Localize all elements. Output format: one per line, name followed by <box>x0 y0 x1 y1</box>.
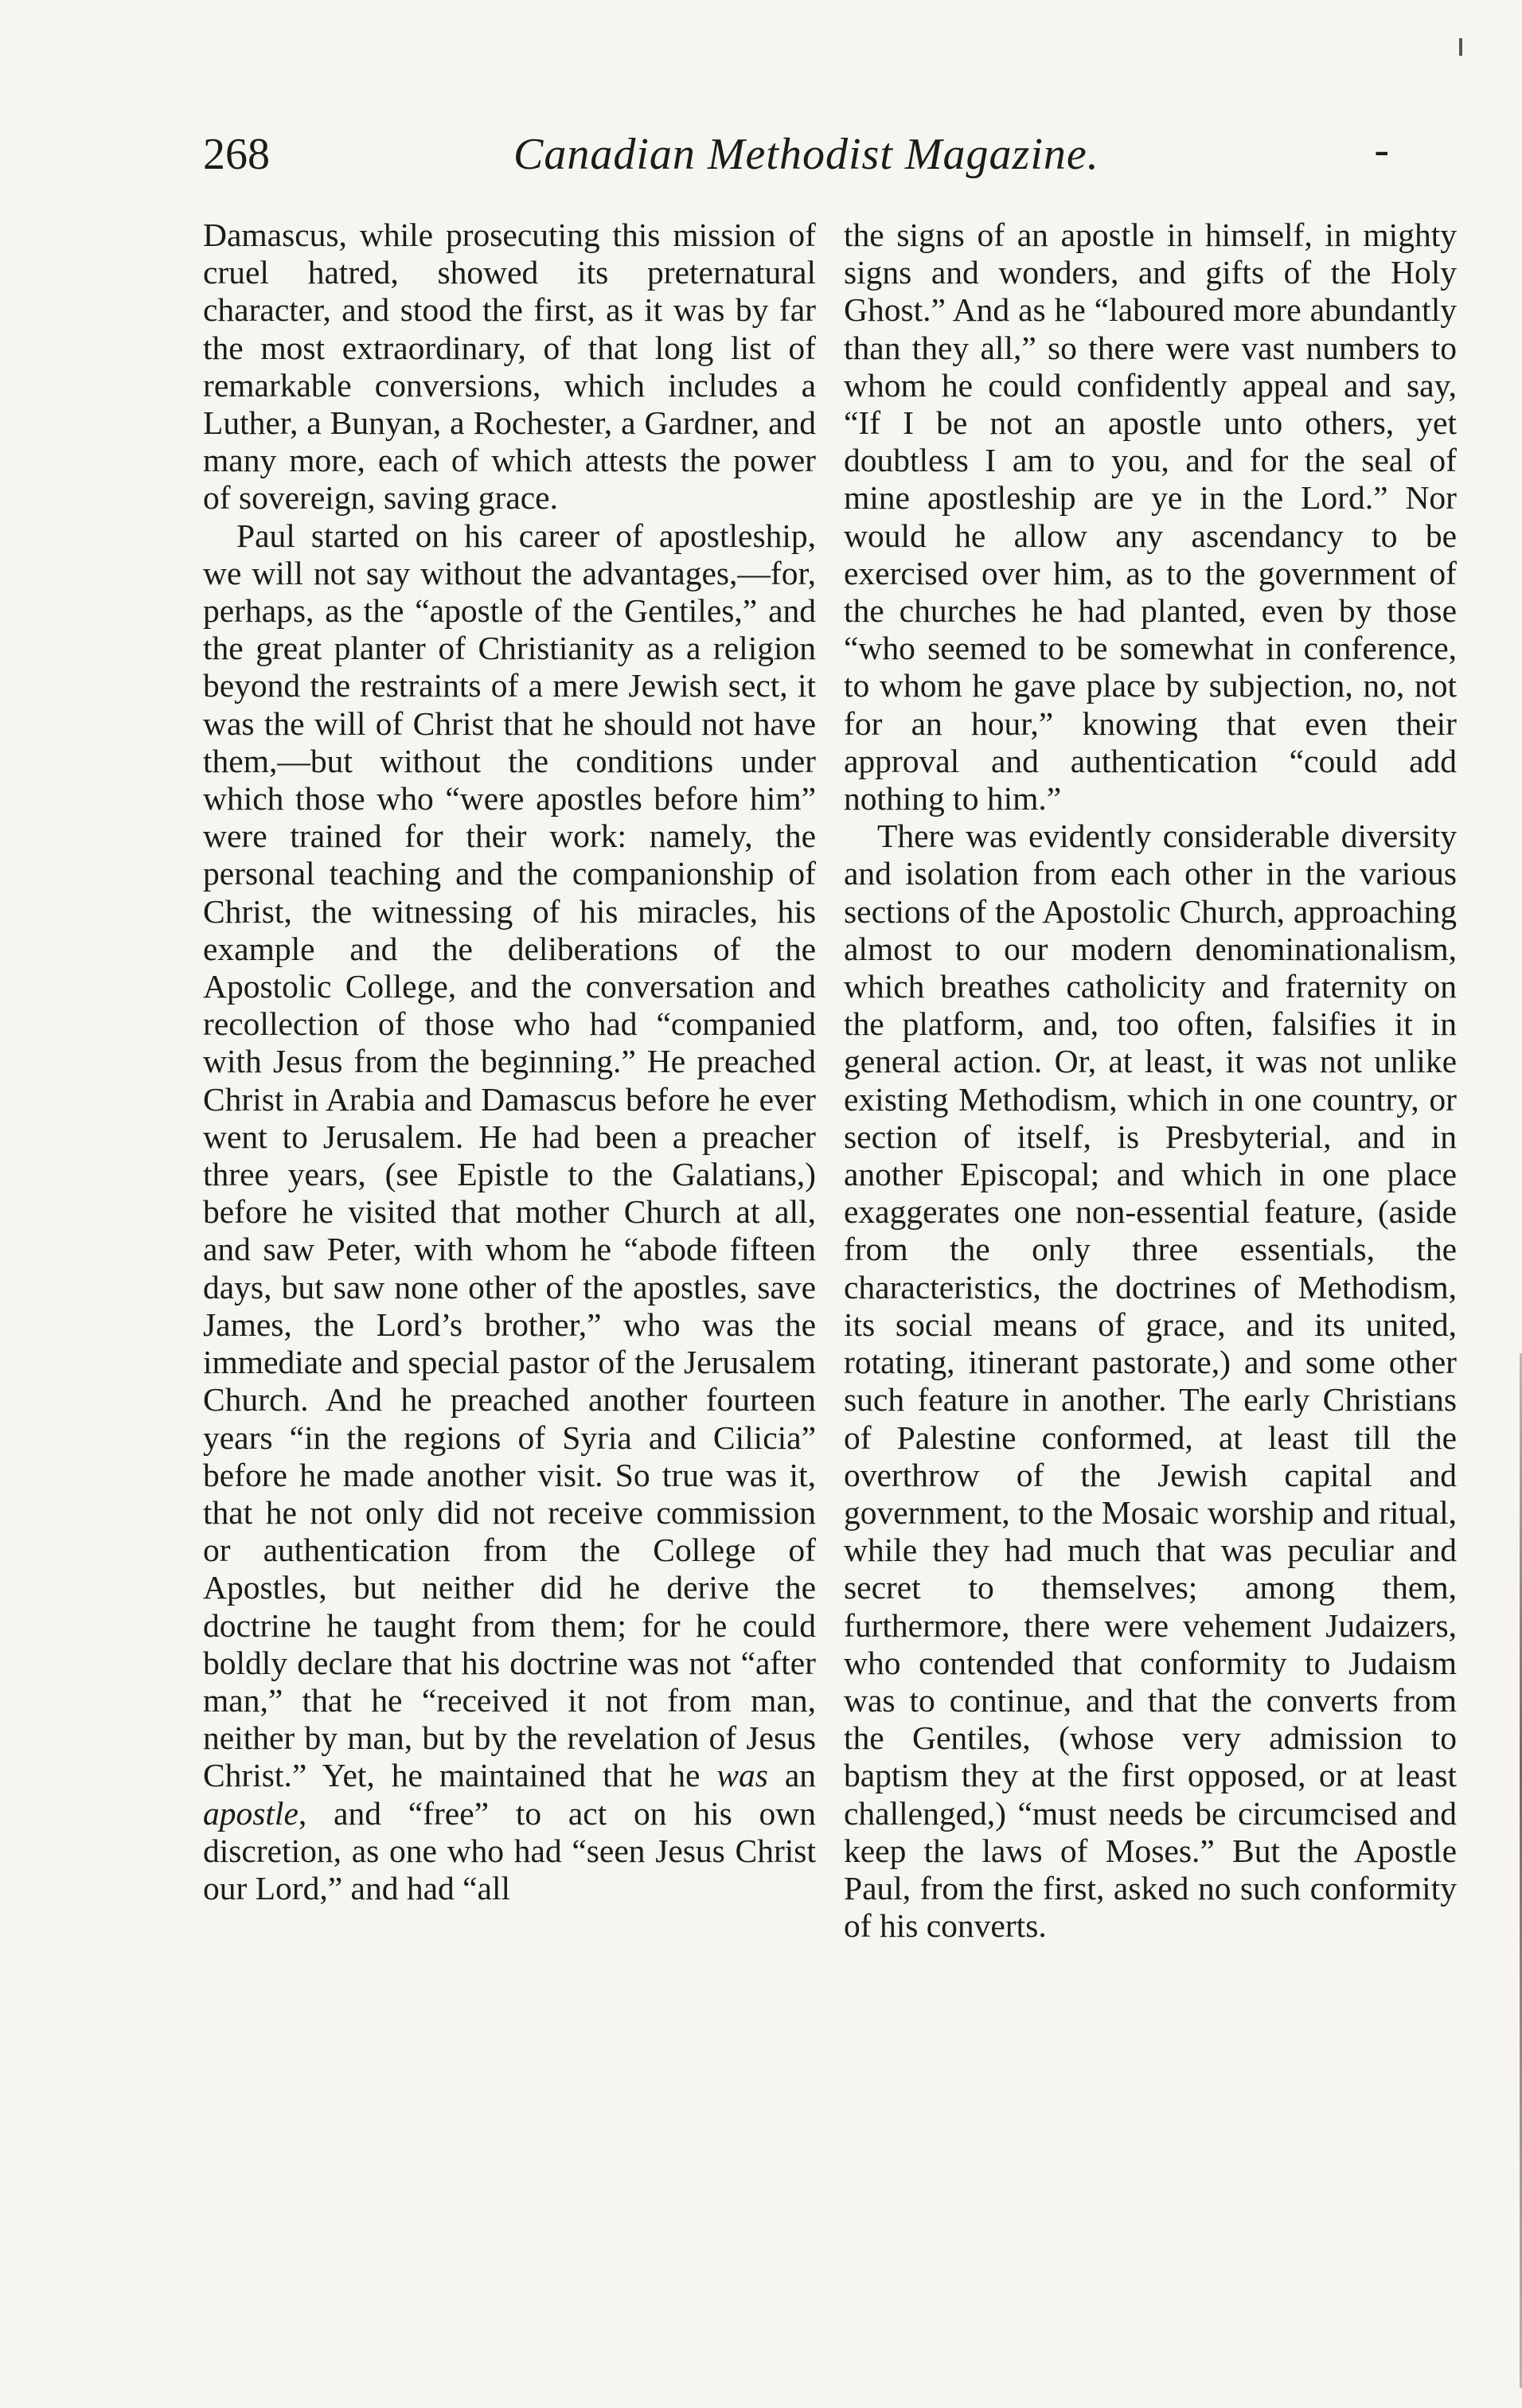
right-column <box>844 217 1457 1945</box>
paragraph <box>203 517 816 1908</box>
left-column <box>203 217 816 1907</box>
text-run: , and “free” to act on his own discretion, as one who had “seen Jesus Christ our Lord,” and had “all <box>203 1794 816 1906</box>
text-run: Damascus, while prosecuting this mission of cruel hatred, showed its preternatural character, and stood the first, as it was by far the most extraordinary, of that long list of remarkable conversions, which includes a Luther, a Bunyan, a Rochester, a Gardner, and many more, each of which attests the power of sovereign, saving grace. <box>203 217 816 517</box>
running-title: Canadian Methodist Magazine. <box>513 130 1099 179</box>
text-run: There was evidently considerable diversity and isolation from each other in the various sections of the Apostolic Church, approaching almost to our modern denominationalism, which breathes catholicity and fraternity on the platform, and, too often, falsifies it in general action. Or, at least, it was not unlike existing Methodism, which in one country, or section of itself, is Presbyterial, and in another Episcopal; and which in one place exaggerates one non-essential feature, (aside from the only three essentials, the characteristics, the doctrines of Methodism, its social means of grace, and its united, rotating, itinerant pastorate,) and some other such feature in another. The early Christians of Palestine conformed, at least till the overthrow of the Jewish capital and government, to the Mosaic worship and ritual, while they had much that was peculiar and secret to themselves; among them, furthermore, there were vehement Judaizers, who contended that conformity to Judaism was to continue, and that the converts from the Gentiles, (whose very admission to baptism they at the first opposed, or at least challenged,) “must needs be circumcised and keep the laws of Moses.” But the Apostle Paul, from the first, asked no such conformity of his converts. <box>844 818 1457 1945</box>
paragraph <box>844 217 1457 818</box>
paragraph <box>203 217 816 517</box>
paragraph <box>844 818 1457 1945</box>
italic-text: was <box>716 1757 768 1794</box>
page-header <box>203 119 1437 191</box>
text-run: Paul started on his career of apostleship, we will not say without the advantages,—for, perhaps, as the “apostle of the Gentiles,” and the great planter of Christianity as a religion beyond the restraints of a mere Jewish sect, it was the will of Christ that he should not have them,—but without the conditions under which those who “were apostles before him” were trained for their work: namely, the personal teaching and the companionship of Christ, the witnessing of his miracles, his example and the deliberations of the Apostolic College, and the conversation and recollection of those who had “companied with Jesus from the beginning.” He preached Christ in Arabia and Damascus before he ever went to Jerusalem. He had been a preacher three years, (see Epistle to the Galatians,) before he visited that mother Church at all, and saw Peter, with whom he “abode fifteen days, but saw none other of the apostles, save James, the Lord’s brother,” who was the immediate and special pastor of the Jerusalem Church. And he preached another fourteen years “in the regions of Syria and Cilicia” before he made another visit. So true was it, that he not only did not receive commission or authentication from the College of Apostles, but neither did he derive the doctrine he taught from them; for he could boldly declare that his doctrine was not “after man,” that he “received it not from man, neither by man, but by the revelation of Jesus Christ.” Yet, he maintained that he <box>203 517 816 1794</box>
italic-text: apostle <box>203 1794 299 1832</box>
margin-tick <box>1459 38 1462 56</box>
text-run: the signs of an apostle in himself, in mighty signs and wonders, and gifts of the Holy Ghost.” And as he “laboured more abundantly than they all,” so there were vast numbers to whom he could confidently appeal and say, “If I be not an apostle unto others, yet doubtless I am to you, and for the seal of mine apostleship are ye in the Lord.” Nor would he allow any ascendancy to be exercised over him, as to the government of the churches he had planted, even by those “who seemed to be somewhat in conference, to whom he gave place by subjection, no, not for an hour,” knowing that even their approval and authentication “could add nothing to him.” <box>844 217 1457 818</box>
text-run: an <box>767 1757 816 1794</box>
page-number: 268 <box>203 130 270 179</box>
header-dash: - <box>1374 125 1389 174</box>
